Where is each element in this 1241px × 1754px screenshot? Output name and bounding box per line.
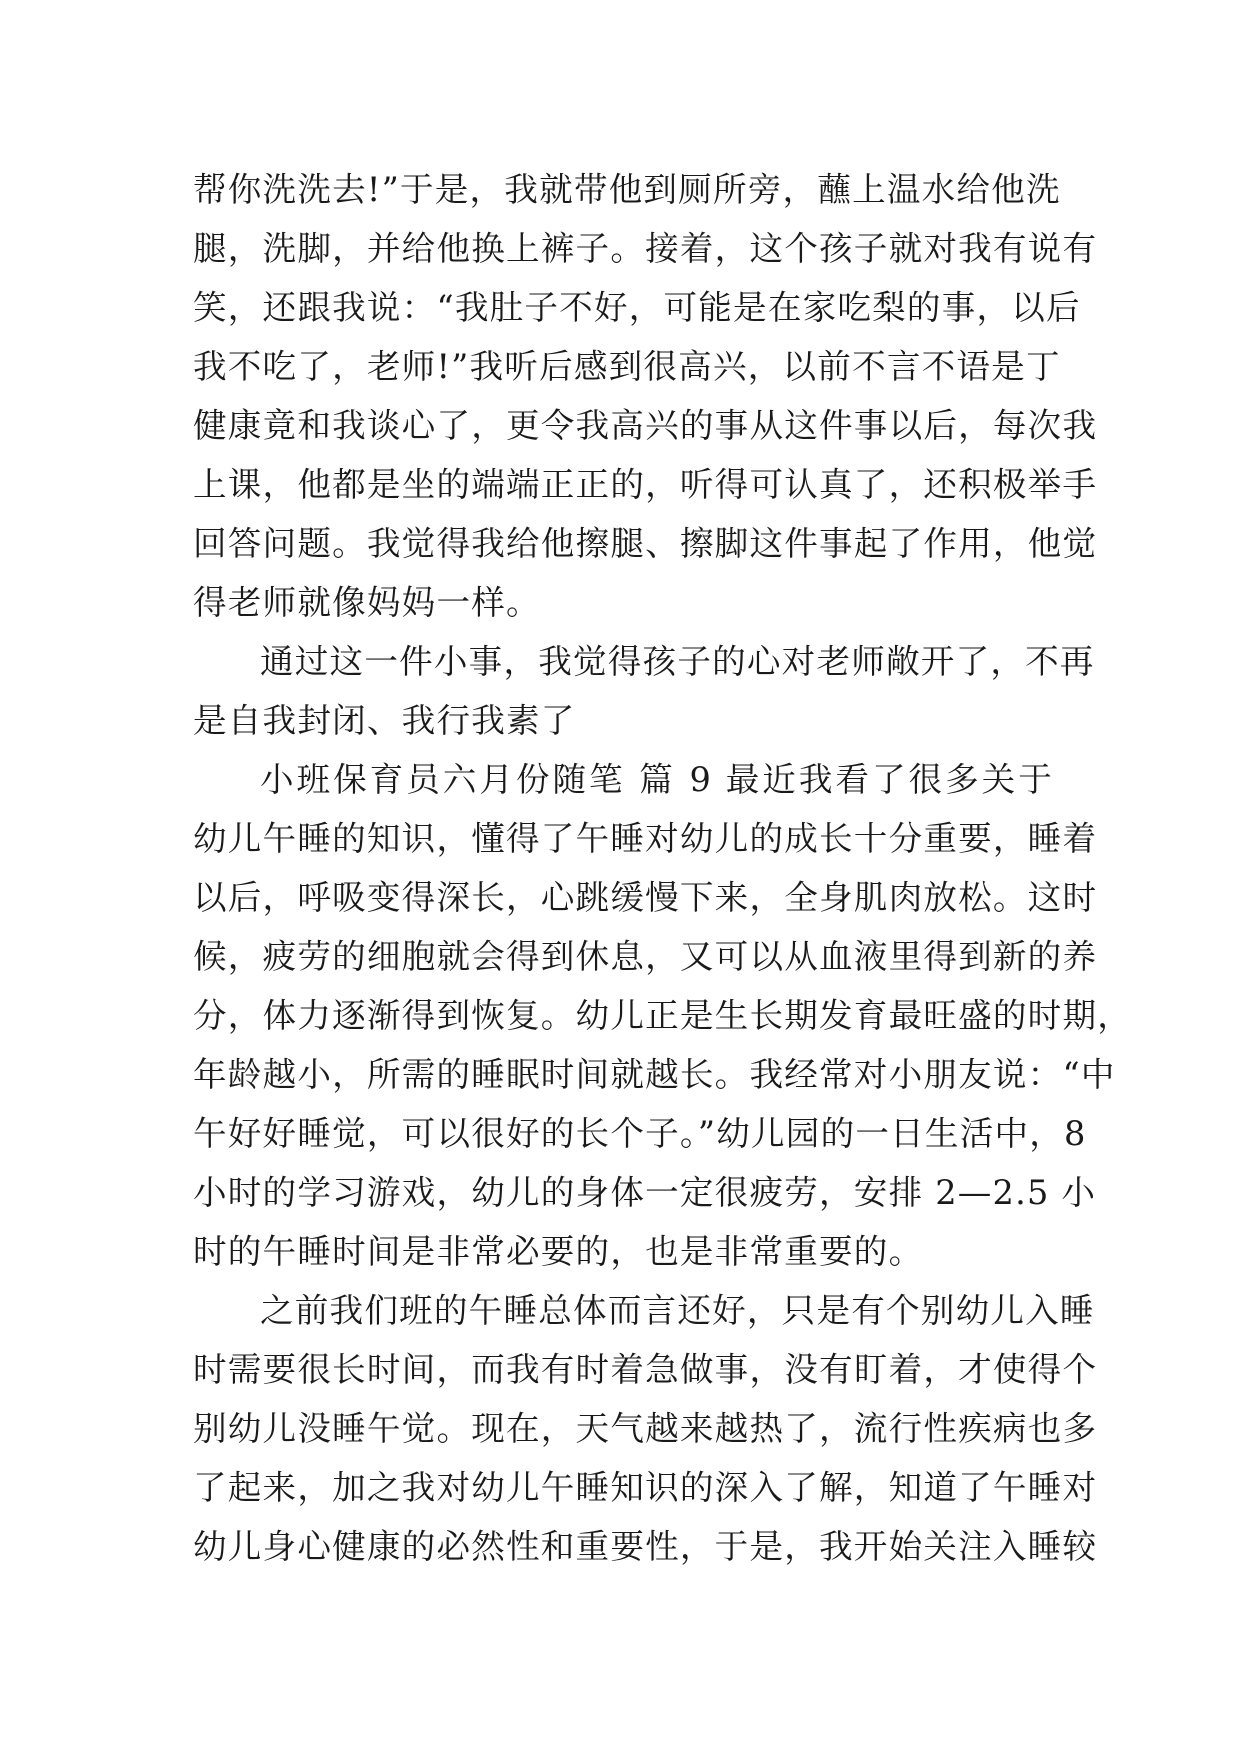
text-line: 通过这一件小事，我觉得孩子的心对老师敞开了，不再 — [260, 642, 1095, 681]
text-line: 健康竟和我谈心了，更令我高兴的事从这件事以后，每次我 — [193, 406, 1098, 445]
text-line: 我不吃了，老师!”我听后感到很高兴，以前不言不语是丁 — [193, 347, 1061, 386]
text-line: 上课，他都是坐的端端正正的，听得可认真了，还积极举手 — [193, 465, 1098, 504]
text-line: 时需要很长时间，而我有时着急做事，没有盯着，才使得个 — [193, 1350, 1098, 1389]
text-line: 时的午睡时间是非常必要的，也是非常重要的。 — [193, 1232, 924, 1271]
text-line: 年龄越小，所需的睡眠时间就越长。我经常对小朋友说：“中 — [193, 1055, 1116, 1094]
text-line: 分，体力逐渐得到恢复。幼儿正是生长期发育最旺盛的时期， — [193, 996, 1133, 1035]
text-line: 腿，洗脚，并给他换上裤子。接着，这个孩子就对我有说有 — [193, 229, 1098, 268]
text-line: 回答问题。我觉得我给他擦腿、擦脚这件事起了作用，他觉 — [193, 524, 1098, 563]
text-line: 之前我们班的午睡总体而言还好，只是有个别幼儿入睡 — [260, 1291, 1095, 1330]
text-line: 小时的学习游戏，幼儿的身体一定很疲劳，安排 2—2.5 小 — [193, 1173, 1097, 1212]
text-line: 以后，呼吸变得深长，心跳缓慢下来，全身肌肉放松。这时 — [193, 878, 1098, 917]
text-line: 幼儿身心健康的必然性和重要性，于是，我开始关注入睡较 — [193, 1527, 1098, 1566]
text-line: 了起来，加之我对幼儿午睡知识的深入了解，知道了午睡对 — [193, 1468, 1098, 1507]
text-line: 笑，还跟我说：“我肚子不好，可能是在家吃梨的事，以后 — [193, 288, 1081, 327]
text-line: 别幼儿没睡午觉。现在，天气越来越热了，流行性疾病也多 — [193, 1409, 1098, 1448]
text-line: 是自我封闭、我行我素了 — [193, 701, 576, 740]
text-line: 得老师就像妈妈一样。 — [193, 583, 541, 622]
text-line: 午好好睡觉，可以很好的长个子。”幼儿园的一日生活中，8 — [193, 1114, 1087, 1153]
text-line: 候，疲劳的细胞就会得到休息，又可以从血液里得到新的养 — [193, 937, 1098, 976]
document-body-text — [193, 160, 1133, 1576]
text-line: 帮你洗洗去!”于是，我就带他到厕所旁，蘸上温水给他洗 — [193, 170, 1061, 209]
text-line: 幼儿午睡的知识，懂得了午睡对幼儿的成长十分重要，睡着 — [193, 819, 1098, 858]
text-line: 小班保育员六月份随笔 篇 9 最近我看了很多关于 — [260, 760, 1053, 799]
